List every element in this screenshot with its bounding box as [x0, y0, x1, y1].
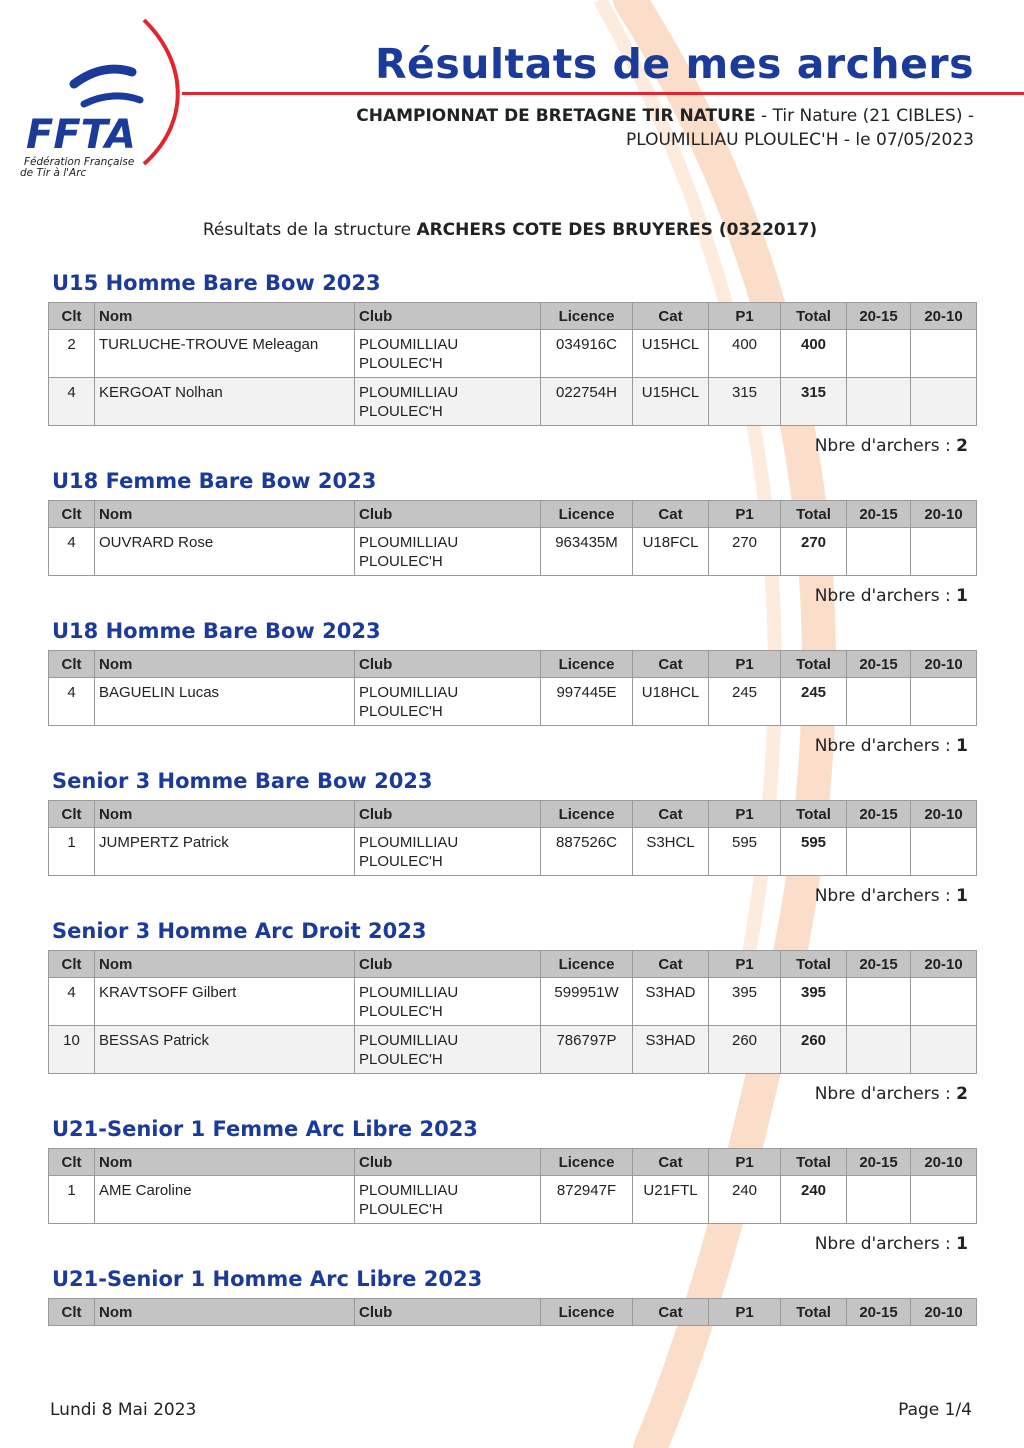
table-row — [49, 1026, 977, 1074]
cell-20-10 — [911, 528, 977, 576]
results-table — [48, 302, 977, 426]
results-table — [48, 650, 977, 726]
cell-nom: BESSAS Patrick — [95, 1026, 355, 1074]
section-title: Senior 3 Homme Bare Bow 2023 — [52, 769, 433, 793]
cell-licence: 786797P — [541, 1026, 633, 1074]
cell-total: 395 — [781, 978, 847, 1026]
club-line-1: PLOUMILLIAU — [359, 984, 459, 1001]
archer-count — [48, 576, 976, 616]
column-header-cat: Cat — [633, 1299, 709, 1326]
cell-20-15 — [847, 330, 911, 378]
cell-clt: 10 — [49, 1026, 95, 1074]
column-header-licence: Licence — [541, 1149, 633, 1176]
club-line-1: PLOUMILLIAU — [359, 834, 459, 851]
column-header-nom: Nom — [95, 501, 355, 528]
result-section — [48, 916, 976, 1114]
club-line-2: PLOULEC'H — [359, 403, 443, 420]
structure-line — [0, 220, 1020, 240]
page-title: Résultats de mes archers — [374, 40, 974, 88]
column-header-total: Total — [781, 1149, 847, 1176]
event-place-date: PLOUMILLIAU PLOULEC'H - le 07/05/2023 — [625, 130, 974, 150]
club-line-1: PLOUMILLIAU — [359, 336, 459, 353]
cell-20-15 — [847, 828, 911, 876]
column-header-total: Total — [781, 651, 847, 678]
column-header-nom: Nom — [95, 1149, 355, 1176]
cell-cat: S3HCL — [633, 828, 709, 876]
cell-clt: 4 — [49, 378, 95, 426]
club-line-2: PLOULEC'H — [359, 703, 443, 720]
cell-cat: U18FCL — [633, 528, 709, 576]
ffta-logo-mark — [14, 14, 194, 184]
column-header-p1: P1 — [709, 801, 781, 828]
cell-total: 315 — [781, 378, 847, 426]
result-section — [48, 1114, 976, 1264]
cell-total: 400 — [781, 330, 847, 378]
column-header-20-15: 20-15 — [847, 801, 911, 828]
cell-licence: 872947F — [541, 1176, 633, 1224]
archer-count-value: 2 — [956, 1084, 968, 1104]
event-detail: - Tir Nature (21 CIBLES) - — [755, 106, 974, 126]
structure-name: ARCHERS COTE DES BRUYERES (0322017) — [416, 220, 818, 240]
results-table — [48, 1148, 977, 1224]
column-header-cat: Cat — [633, 801, 709, 828]
column-header-nom: Nom — [95, 651, 355, 678]
cell-nom: AME Caroline — [95, 1176, 355, 1224]
structure-prefix: Résultats de la structure — [202, 220, 417, 240]
column-header-p1: P1 — [709, 303, 781, 330]
table-header-row — [49, 1299, 977, 1326]
cell-licence: 599951W — [541, 978, 633, 1026]
club-line-1: PLOUMILLIAU — [359, 534, 459, 551]
archer-count — [48, 426, 976, 466]
archer-count-label: Nbre d'archers : — [814, 436, 957, 456]
cell-licence: 887526C — [541, 828, 633, 876]
result-section — [48, 466, 976, 616]
club-line-2: PLOULEC'H — [359, 1051, 443, 1068]
cell-club — [355, 678, 541, 726]
column-header-20-10: 20-10 — [911, 951, 977, 978]
section-title: U15 Homme Bare Bow 2023 — [52, 271, 381, 295]
column-header-20-15: 20-15 — [847, 951, 911, 978]
archer-count — [48, 1074, 976, 1114]
club-line-2: PLOULEC'H — [359, 355, 443, 372]
cell-licence: 022754H — [541, 378, 633, 426]
cell-total: 260 — [781, 1026, 847, 1074]
results-sections — [48, 268, 976, 1326]
cell-club — [355, 330, 541, 378]
cell-nom: KRAVTSOFF Gilbert — [95, 978, 355, 1026]
cell-20-10 — [911, 678, 977, 726]
cell-20-10 — [911, 330, 977, 378]
column-header-licence: Licence — [541, 1299, 633, 1326]
section-title: U21-Senior 1 Femme Arc Libre 2023 — [52, 1117, 478, 1141]
column-header-clt: Clt — [49, 1149, 95, 1176]
column-header-20-15: 20-15 — [847, 1149, 911, 1176]
cell-p1: 400 — [709, 330, 781, 378]
result-section — [48, 1264, 976, 1326]
cell-p1: 315 — [709, 378, 781, 426]
results-table — [48, 1298, 977, 1326]
results-table — [48, 500, 977, 576]
cell-club — [355, 1176, 541, 1224]
cell-20-15 — [847, 1026, 911, 1074]
cell-nom: BAGUELIN Lucas — [95, 678, 355, 726]
archer-count — [48, 1224, 976, 1264]
cell-cat: U18HCL — [633, 678, 709, 726]
cell-clt: 2 — [49, 330, 95, 378]
results-table — [48, 950, 977, 1074]
cell-p1: 245 — [709, 678, 781, 726]
club-line-1: PLOUMILLIAU — [359, 1182, 459, 1199]
column-header-20-10: 20-10 — [911, 501, 977, 528]
column-header-20-15: 20-15 — [847, 651, 911, 678]
column-header-total: Total — [781, 303, 847, 330]
column-header-club: Club — [355, 651, 541, 678]
archer-count-label: Nbre d'archers : — [814, 886, 957, 906]
column-header-20-15: 20-15 — [847, 501, 911, 528]
section-title: U18 Femme Bare Bow 2023 — [52, 469, 377, 493]
table-header-row — [49, 801, 977, 828]
cell-20-10 — [911, 378, 977, 426]
column-header-clt: Clt — [49, 801, 95, 828]
cell-20-15 — [847, 378, 911, 426]
cell-total: 245 — [781, 678, 847, 726]
column-header-20-15: 20-15 — [847, 303, 911, 330]
column-header-clt: Clt — [49, 303, 95, 330]
cell-clt: 1 — [49, 1176, 95, 1224]
table-header-row — [49, 651, 977, 678]
column-header-nom: Nom — [95, 303, 355, 330]
column-header-cat: Cat — [633, 951, 709, 978]
column-header-20-10: 20-10 — [911, 801, 977, 828]
archer-count — [48, 876, 976, 916]
cell-cat: S3HAD — [633, 1026, 709, 1074]
result-section — [48, 766, 976, 916]
logo-subtitle-2: de Tir à l'Arc — [20, 167, 87, 179]
column-header-licence: Licence — [541, 501, 633, 528]
club-line-2: PLOULEC'H — [359, 553, 443, 570]
cell-club — [355, 978, 541, 1026]
table-header-row — [49, 1149, 977, 1176]
column-header-club: Club — [355, 303, 541, 330]
table-row — [49, 330, 977, 378]
results-table — [48, 800, 977, 876]
cell-20-10 — [911, 1176, 977, 1224]
table-row — [49, 378, 977, 426]
club-line-1: PLOUMILLIAU — [359, 1032, 459, 1049]
section-title: U21-Senior 1 Homme Arc Libre 2023 — [52, 1267, 483, 1291]
footer-date: Lundi 8 Mai 2023 — [50, 1400, 197, 1420]
club-line-1: PLOUMILLIAU — [359, 384, 459, 401]
column-header-p1: P1 — [709, 1149, 781, 1176]
archer-count — [48, 726, 976, 766]
table-row — [49, 978, 977, 1026]
column-header-p1: P1 — [709, 951, 781, 978]
column-header-cat: Cat — [633, 501, 709, 528]
table-row — [49, 528, 977, 576]
column-header-nom: Nom — [95, 801, 355, 828]
cell-cat: U15HCL — [633, 378, 709, 426]
column-header-club: Club — [355, 501, 541, 528]
column-header-total: Total — [781, 501, 847, 528]
column-header-licence: Licence — [541, 303, 633, 330]
footer-page-number: Page 1/4 — [898, 1400, 972, 1420]
cell-clt: 4 — [49, 978, 95, 1026]
cell-p1: 240 — [709, 1176, 781, 1224]
column-header-licence: Licence — [541, 951, 633, 978]
club-line-1: PLOUMILLIAU — [359, 684, 459, 701]
column-header-club: Club — [355, 1299, 541, 1326]
column-header-clt: Clt — [49, 651, 95, 678]
column-header-cat: Cat — [633, 303, 709, 330]
table-row — [49, 1176, 977, 1224]
cell-club — [355, 828, 541, 876]
cell-licence: 963435M — [541, 528, 633, 576]
column-header-licence: Licence — [541, 801, 633, 828]
column-header-total: Total — [781, 1299, 847, 1326]
archer-count-label: Nbre d'archers : — [814, 586, 957, 606]
cell-20-10 — [911, 1026, 977, 1074]
archer-count-label: Nbre d'archers : — [814, 1084, 957, 1104]
cell-total: 240 — [781, 1176, 847, 1224]
cell-clt: 4 — [49, 678, 95, 726]
cell-20-10 — [911, 978, 977, 1026]
cell-cat: U15HCL — [633, 330, 709, 378]
cell-nom: JUMPERTZ Patrick — [95, 828, 355, 876]
club-line-2: PLOULEC'H — [359, 1003, 443, 1020]
section-title: Senior 3 Homme Arc Droit 2023 — [52, 919, 427, 943]
cell-nom: KERGOAT Nolhan — [95, 378, 355, 426]
cell-cat: S3HAD — [633, 978, 709, 1026]
cell-club — [355, 378, 541, 426]
archer-count-value: 1 — [956, 586, 968, 606]
column-header-20-10: 20-10 — [911, 1299, 977, 1326]
result-section — [48, 268, 976, 466]
cell-cat: U21FTL — [633, 1176, 709, 1224]
archer-count-label: Nbre d'archers : — [814, 1234, 957, 1254]
cell-club — [355, 528, 541, 576]
logo-subtitle-1: Fédération Française — [24, 156, 135, 168]
cell-licence: 034916C — [541, 330, 633, 378]
archer-count-value: 1 — [956, 886, 968, 906]
cell-p1: 270 — [709, 528, 781, 576]
column-header-p1: P1 — [709, 501, 781, 528]
event-info — [274, 104, 974, 152]
column-header-cat: Cat — [633, 651, 709, 678]
column-header-p1: P1 — [709, 651, 781, 678]
table-header-row — [49, 951, 977, 978]
column-header-clt: Clt — [49, 501, 95, 528]
cell-p1: 595 — [709, 828, 781, 876]
archer-count-value: 1 — [956, 736, 968, 756]
ffta-logo — [14, 14, 194, 184]
cell-20-15 — [847, 1176, 911, 1224]
column-header-clt: Clt — [49, 1299, 95, 1326]
cell-p1: 260 — [709, 1026, 781, 1074]
column-header-20-10: 20-10 — [911, 1149, 977, 1176]
archer-count-value: 2 — [956, 436, 968, 456]
cell-total: 270 — [781, 528, 847, 576]
column-header-20-10: 20-10 — [911, 651, 977, 678]
table-row — [49, 828, 977, 876]
cell-total: 595 — [781, 828, 847, 876]
cell-20-10 — [911, 828, 977, 876]
archer-count-label: Nbre d'archers : — [814, 736, 957, 756]
cell-nom: TURLUCHE-TROUVE Meleagan — [95, 330, 355, 378]
event-name: CHAMPIONNAT DE BRETAGNE TIR NATURE — [356, 106, 756, 126]
column-header-nom: Nom — [95, 951, 355, 978]
section-title: U18 Homme Bare Bow 2023 — [52, 619, 381, 643]
table-header-row — [49, 501, 977, 528]
archer-count-value: 1 — [956, 1234, 968, 1254]
logo-text: FFTA — [26, 112, 136, 158]
cell-nom: OUVRARD Rose — [95, 528, 355, 576]
cell-clt: 1 — [49, 828, 95, 876]
cell-20-15 — [847, 528, 911, 576]
column-header-total: Total — [781, 801, 847, 828]
cell-20-15 — [847, 678, 911, 726]
column-header-cat: Cat — [633, 1149, 709, 1176]
column-header-total: Total — [781, 951, 847, 978]
result-section — [48, 616, 976, 766]
column-header-club: Club — [355, 951, 541, 978]
table-header-row — [49, 303, 977, 330]
cell-p1: 395 — [709, 978, 781, 1026]
column-header-clt: Clt — [49, 951, 95, 978]
column-header-20-10: 20-10 — [911, 303, 977, 330]
cell-20-15 — [847, 978, 911, 1026]
column-header-licence: Licence — [541, 651, 633, 678]
column-header-club: Club — [355, 801, 541, 828]
club-line-2: PLOULEC'H — [359, 853, 443, 870]
cell-club — [355, 1026, 541, 1074]
column-header-20-15: 20-15 — [847, 1299, 911, 1326]
column-header-nom: Nom — [95, 1299, 355, 1326]
title-underline — [182, 92, 1024, 95]
club-line-2: PLOULEC'H — [359, 1201, 443, 1218]
cell-licence: 997445E — [541, 678, 633, 726]
column-header-club: Club — [355, 1149, 541, 1176]
table-row — [49, 678, 977, 726]
cell-clt: 4 — [49, 528, 95, 576]
column-header-p1: P1 — [709, 1299, 781, 1326]
